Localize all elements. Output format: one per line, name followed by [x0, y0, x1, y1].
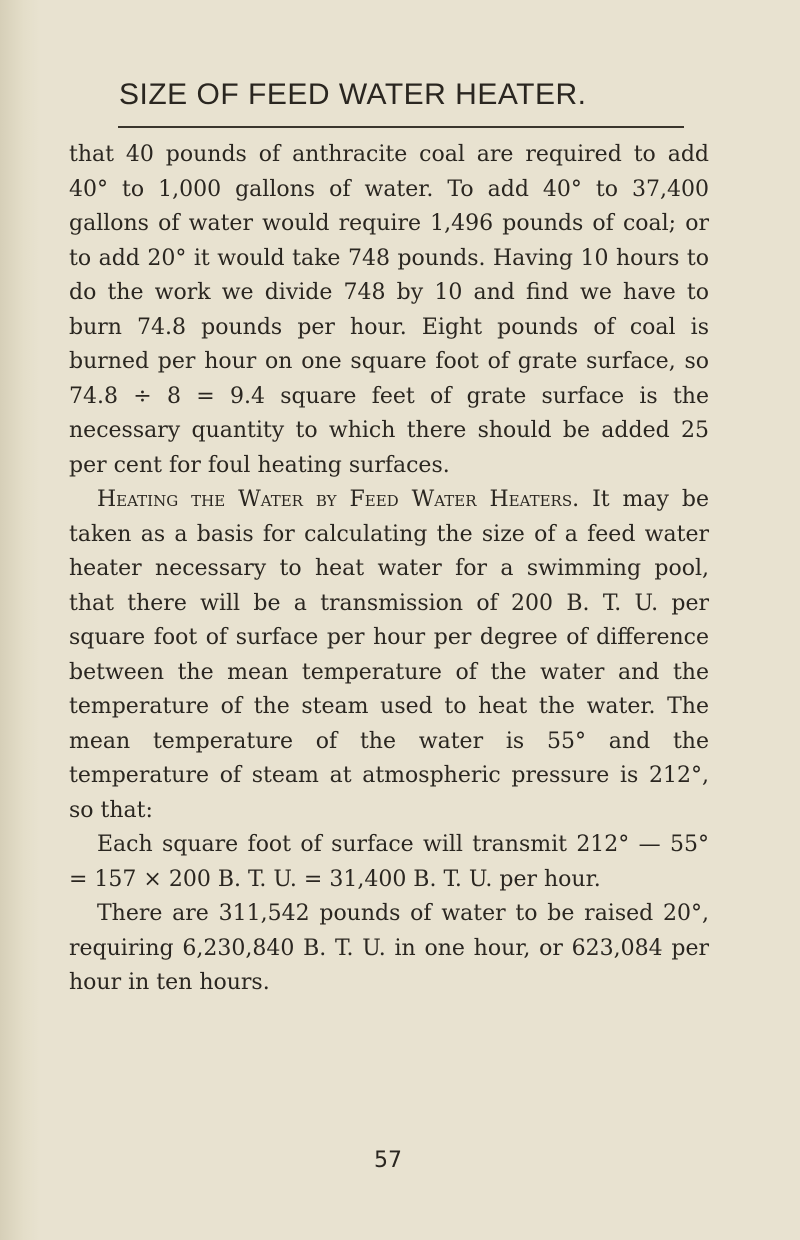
paragraph-2-text: It may be taken as a basis for calculating the size of a feed water heater necessary to heat water for a swimming pool, that there will be a transmission of 200 B. T. U. per square foot of surface per hour per degree of difference between the mean temperature of the water and the temperature of the steam used to heat the water. The mean temperature of the water is 55° and the temperature of steam at atmospheric pressure is 212°, so that:: [69, 487, 709, 823]
section-heading: Heating the Water by Feed Water Heaters.: [97, 487, 580, 512]
paragraph-1: that 40 pounds of anthracite coal are required to add 40° to 1,000 gallons of water. To add 40° to 37,400 gallons of water would require 1,496 pounds of coal; or to add 20° it would take 748 pounds. Having 10 hours to do the work we divide 748 by 10 and find we have to burn 74.8 pounds per hour. Eight pounds of coal is burned per hour on one square foot of grate surface, so 74.8 ÷ 8 = 9.4 square feet of grate surface is the necessary quantity to which there should be added 25 per cent for foul heating surfaces.: [69, 142, 709, 478]
paragraph-3: Each square foot of surface will transmit 212° — 55° = 157 × 200 B. T. U. = 31,400 B. T. U. per hour.: [69, 832, 709, 892]
paragraph-4: There are 311,542 pounds of water to be raised 20°, requiring 6,230,840 B. T. U. in one hour, or 623,084 per hour in ten hours.: [69, 901, 709, 995]
page-edge-shadow: [0, 0, 40, 1240]
header-rule: [118, 126, 684, 128]
running-header: SIZE OF FEED WATER HEATER.: [119, 78, 587, 111]
body-text: [69, 138, 709, 1001]
page-number: 57: [374, 1148, 402, 1173]
paragraph-2: [69, 483, 709, 828]
